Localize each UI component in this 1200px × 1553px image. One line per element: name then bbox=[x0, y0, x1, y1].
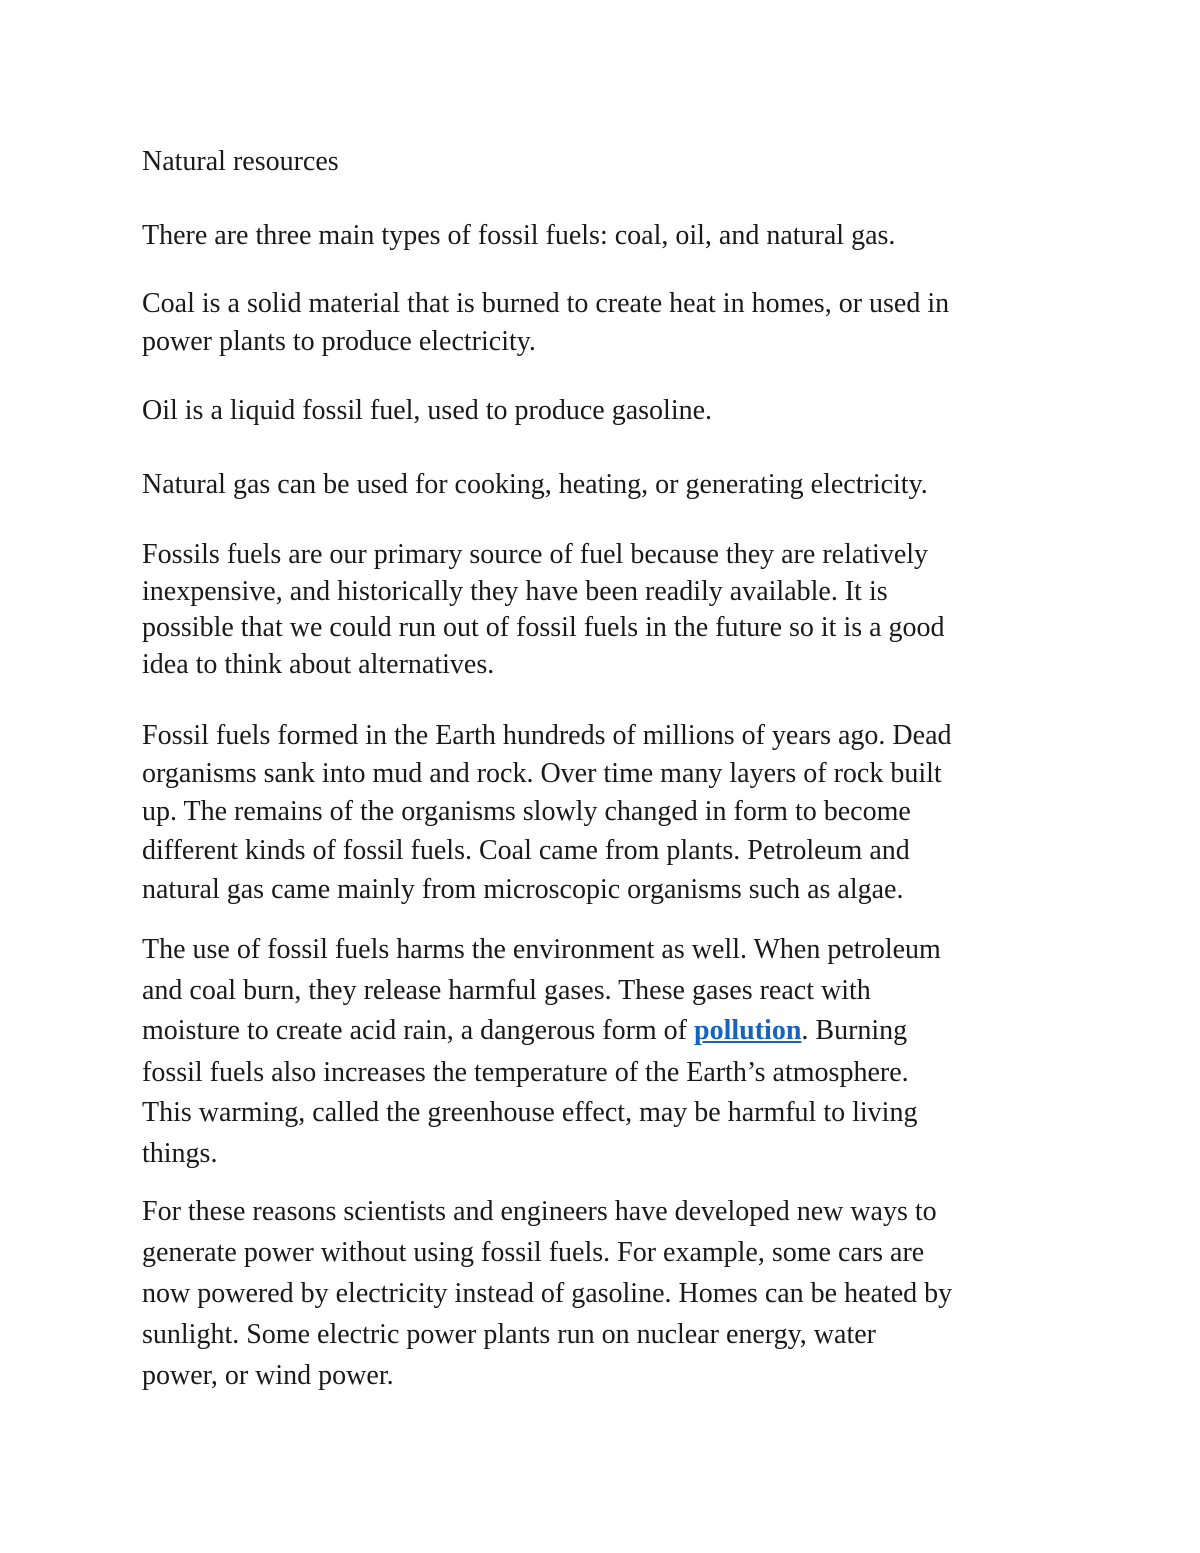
text-line: idea to think about alternatives. bbox=[142, 649, 495, 680]
text-line: Fossil fuels formed in the Earth hundreds of millions of years ago. Dead bbox=[142, 720, 952, 751]
text-line: This warming, called the greenhouse effect, may be harmful to living bbox=[142, 1097, 918, 1128]
pollution-link[interactable]: pollution bbox=[694, 1015, 802, 1046]
text-line: There are three main types of fossil fuels: coal, oil, and natural gas. bbox=[142, 220, 896, 251]
text-line: natural gas came mainly from microscopic organisms such as algae. bbox=[142, 874, 904, 905]
text-line: organisms sank into mud and rock. Over time many layers of rock built bbox=[142, 758, 942, 789]
text-line: The use of fossil fuels harms the environment as well. When petroleum bbox=[142, 934, 941, 965]
text-line: Fossils fuels are our primary source of fuel because they are relatively bbox=[142, 539, 929, 570]
text-line: Natural gas can be used for cooking, heating, or generating electricity. bbox=[142, 469, 928, 500]
text-line: generate power without using fossil fuels. For example, some cars are bbox=[142, 1237, 925, 1268]
text-line: Coal is a solid material that is burned to create heat in homes, or used in bbox=[142, 288, 950, 319]
text-line: different kinds of fossil fuels. Coal came from plants. Petroleum and bbox=[142, 835, 910, 866]
text-line: power plants to produce electricity. bbox=[142, 326, 536, 357]
text-segment: moisture to create acid rain, a dangerous form of bbox=[142, 1015, 695, 1046]
text-line: now powered by electricity instead of gasoline. Homes can be heated by bbox=[142, 1278, 953, 1309]
text-line: possible that we could run out of fossil fuels in the future so it is a good bbox=[142, 612, 945, 643]
text-line: Oil is a liquid fossil fuel, used to produce gasoline. bbox=[142, 395, 713, 426]
text-line: inexpensive, and historically they have been readily available. It is bbox=[142, 576, 888, 607]
text-line: power, or wind power. bbox=[142, 1360, 394, 1391]
document-title: Natural resources bbox=[142, 146, 339, 177]
text-line: up. The remains of the organisms slowly changed in form to become bbox=[142, 796, 911, 827]
text-line: things. bbox=[142, 1138, 218, 1169]
text-line-with-link bbox=[142, 1013, 907, 1049]
text-line: sunlight. Some electric power plants run on nuclear energy, water bbox=[142, 1319, 876, 1350]
text-segment: . Burning bbox=[801, 1015, 908, 1046]
text-line: fossil fuels also increases the temperature of the Earth’s atmosphere. bbox=[142, 1057, 909, 1088]
text-line: For these reasons scientists and engineers have developed new ways to bbox=[142, 1196, 937, 1227]
text-line: and coal burn, they release harmful gases. These gases react with bbox=[142, 975, 871, 1006]
